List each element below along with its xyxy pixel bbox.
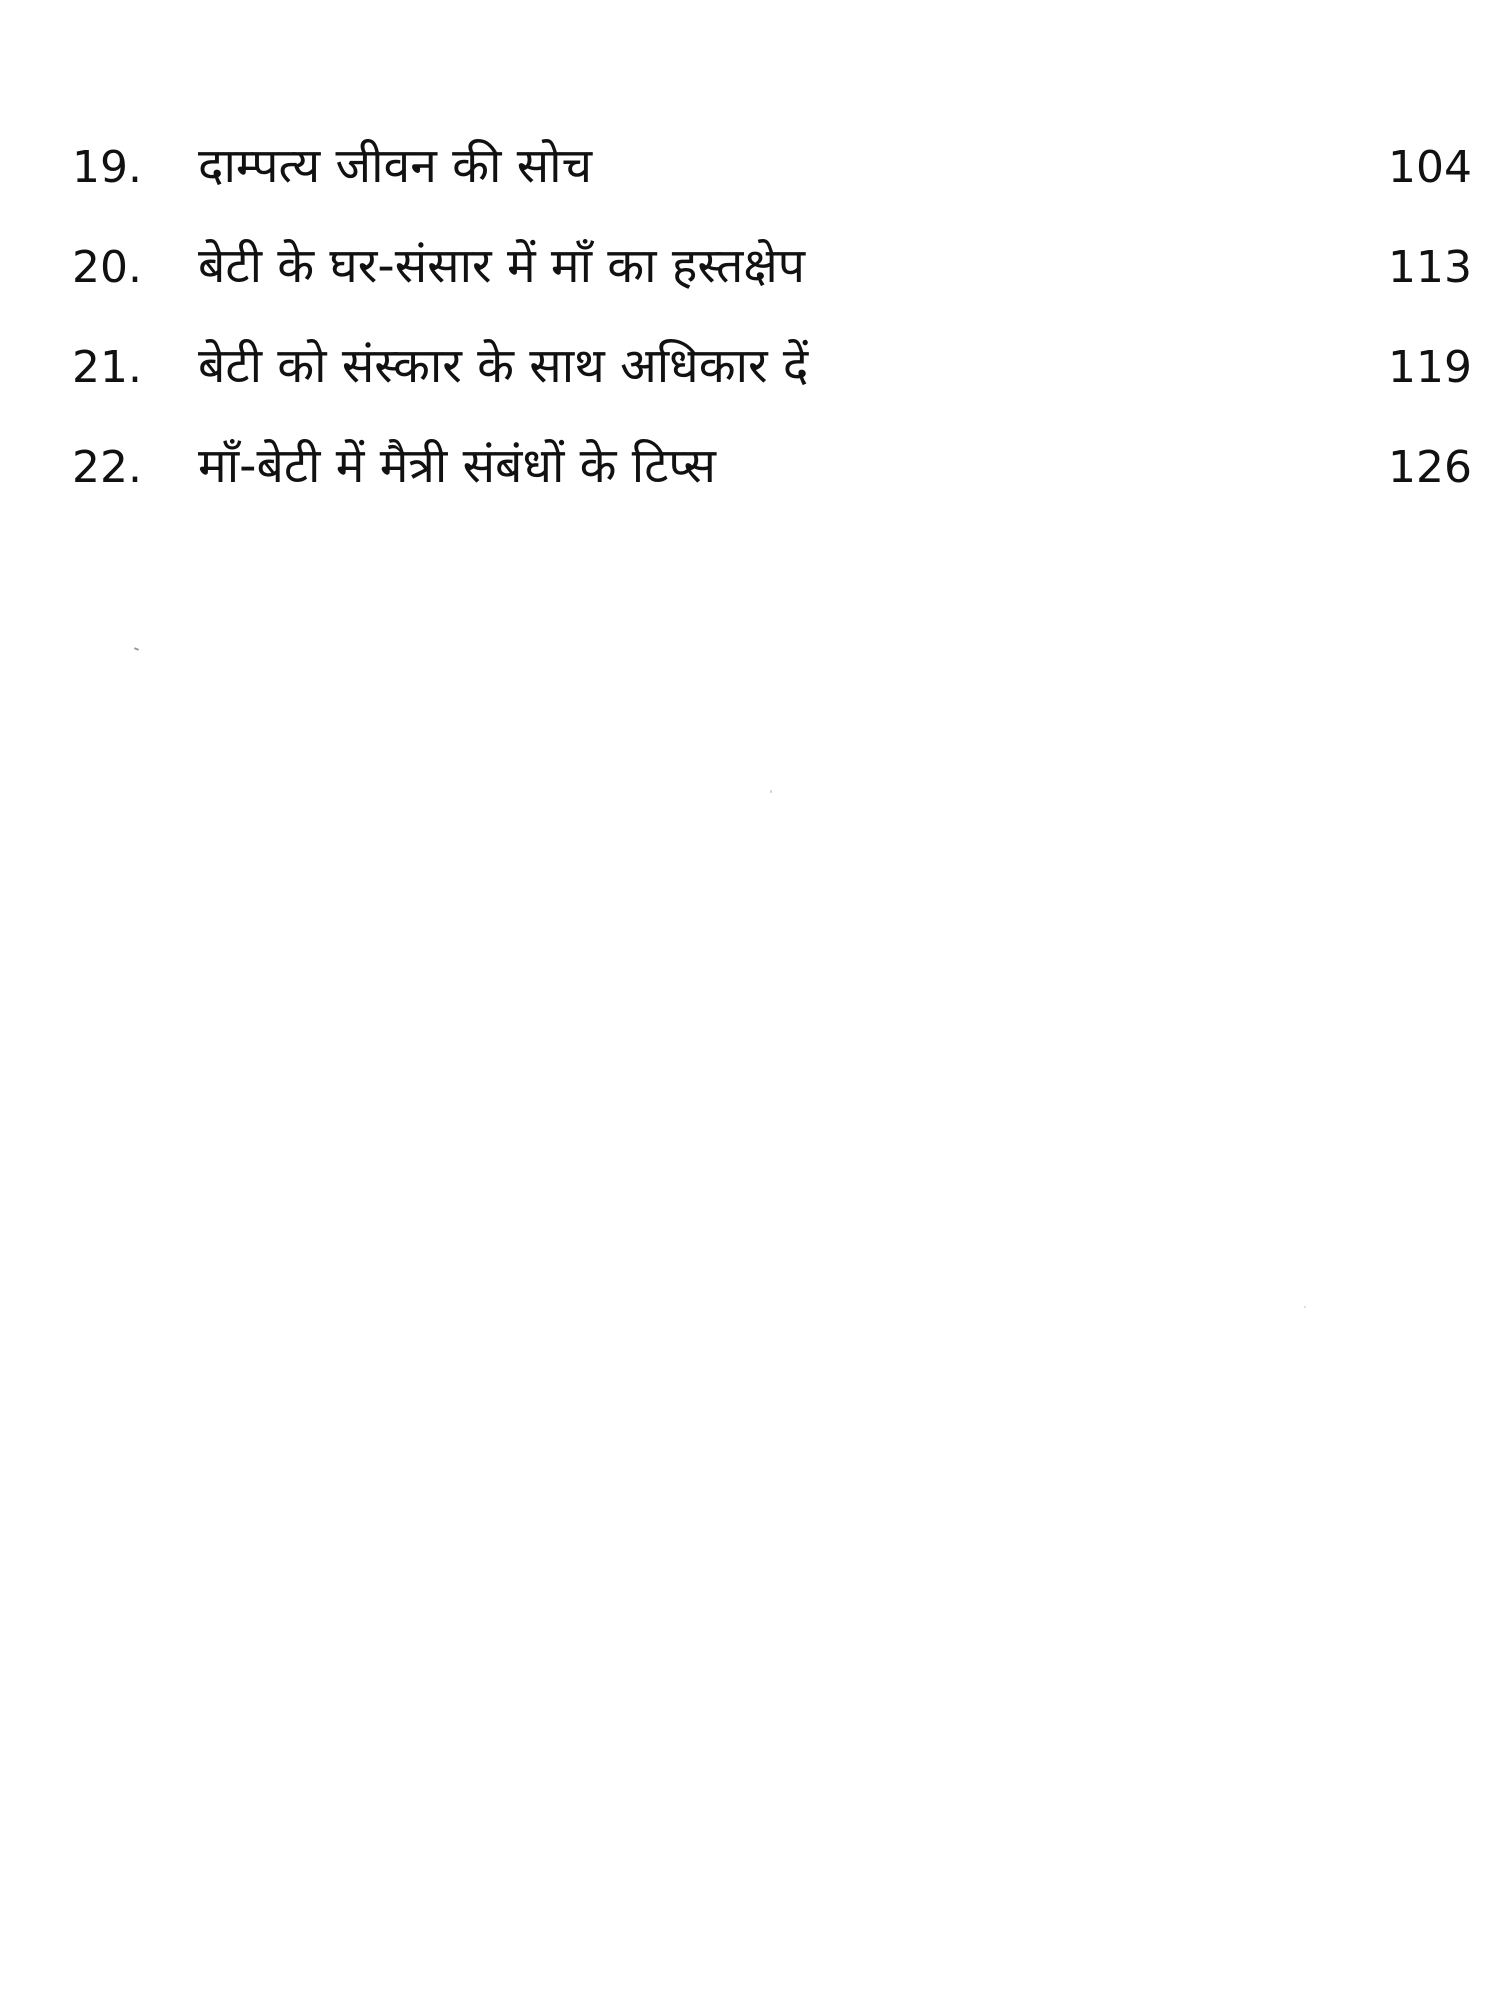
- scan-speck: [134, 647, 139, 651]
- page-number: 126: [1388, 442, 1472, 493]
- chapter-title: बेटी के घर-संसार में माँ का हस्तक्षेप: [198, 238, 806, 294]
- page-number: 119: [1388, 342, 1472, 393]
- chapter-number: 20.: [72, 242, 142, 293]
- table-of-contents: [0, 128, 1500, 528]
- chapter-title: बेटी को संस्कार के साथ अधिकार दें: [198, 338, 809, 394]
- chapter-number: 21.: [72, 342, 142, 393]
- chapter-number: 22.: [72, 442, 142, 493]
- chapter-title: माँ-बेटी में मैत्री संबंधों के टिप्स: [198, 438, 716, 494]
- chapter-title: दाम्पत्य जीवन की सोच: [198, 138, 593, 194]
- page-number: 113: [1388, 242, 1472, 293]
- scan-speck: [1304, 1306, 1306, 1308]
- scan-speck: [770, 790, 772, 793]
- toc-entry: [0, 128, 1500, 228]
- toc-entry: [0, 328, 1500, 428]
- chapter-number: 19.: [72, 142, 142, 193]
- page-number: 104: [1388, 142, 1472, 193]
- toc-entry: [0, 228, 1500, 328]
- toc-entry: [0, 428, 1500, 528]
